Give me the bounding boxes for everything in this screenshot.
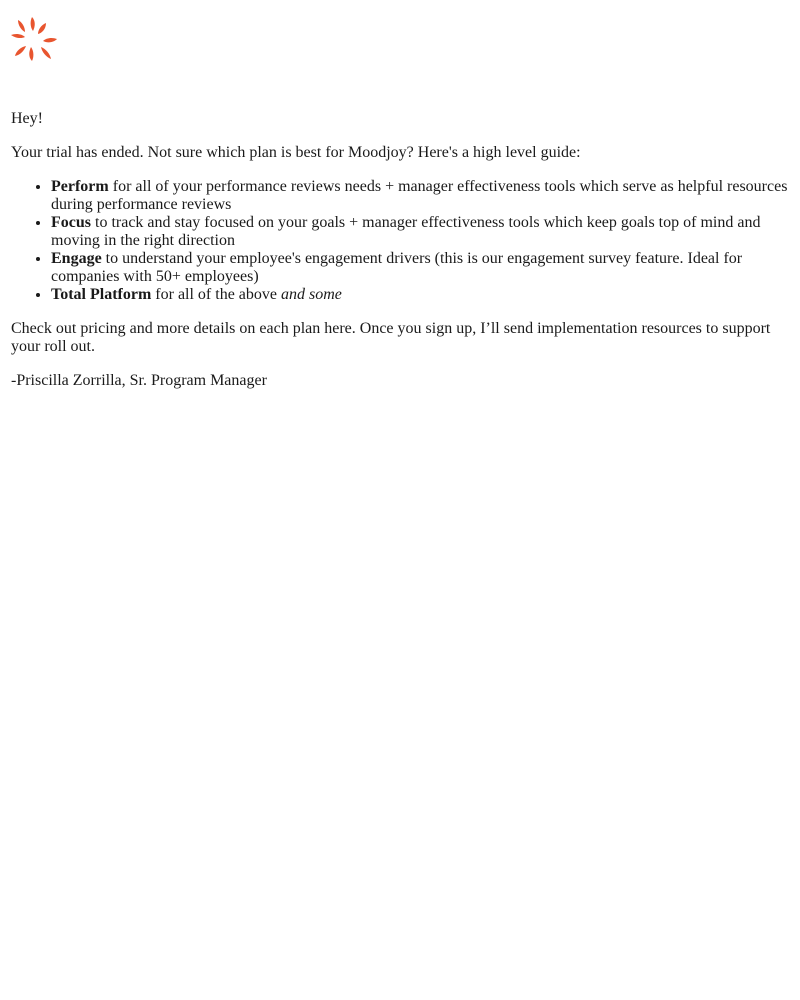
plan-emphasis: and some bbox=[281, 286, 342, 303]
plan-description: for all of the above bbox=[151, 286, 282, 303]
moodjoy-burst-icon bbox=[10, 15, 60, 63]
cta-paragraph: Check out pricing and more details on each plan here. Once you sign up, I’ll send implementation resources to support your roll out. bbox=[11, 320, 771, 355]
signature: -Priscilla Zorrilla, Sr. Program Manager bbox=[11, 372, 267, 389]
plan-name: Engage bbox=[51, 250, 102, 267]
plan-description: to understand your employee's engagement drivers (this is our engagement survey feature. Ideal for companies with 50+ employees) bbox=[51, 250, 743, 285]
list-item bbox=[51, 178, 791, 214]
list-item bbox=[51, 250, 791, 286]
plan-description: to track and stay focused on your goals + manager effectiveness tools which keep goals top of mind and moving in the right direction bbox=[51, 214, 761, 249]
list-item bbox=[51, 286, 791, 304]
plan-name: Total Platform bbox=[51, 286, 152, 303]
list-item bbox=[51, 214, 791, 250]
plan-name: Perform bbox=[51, 178, 109, 195]
plan-description: for all of your performance reviews needs + manager effectiveness tools which serve as helpful resources during performance reviews bbox=[51, 178, 788, 213]
plan-list bbox=[11, 178, 791, 304]
plan-name: Focus bbox=[51, 214, 91, 231]
intro-paragraph: Your trial has ended. Not sure which plan is best for Moodjoy? Here's a high level guide: bbox=[11, 144, 581, 161]
greeting: Hey! bbox=[11, 110, 43, 127]
